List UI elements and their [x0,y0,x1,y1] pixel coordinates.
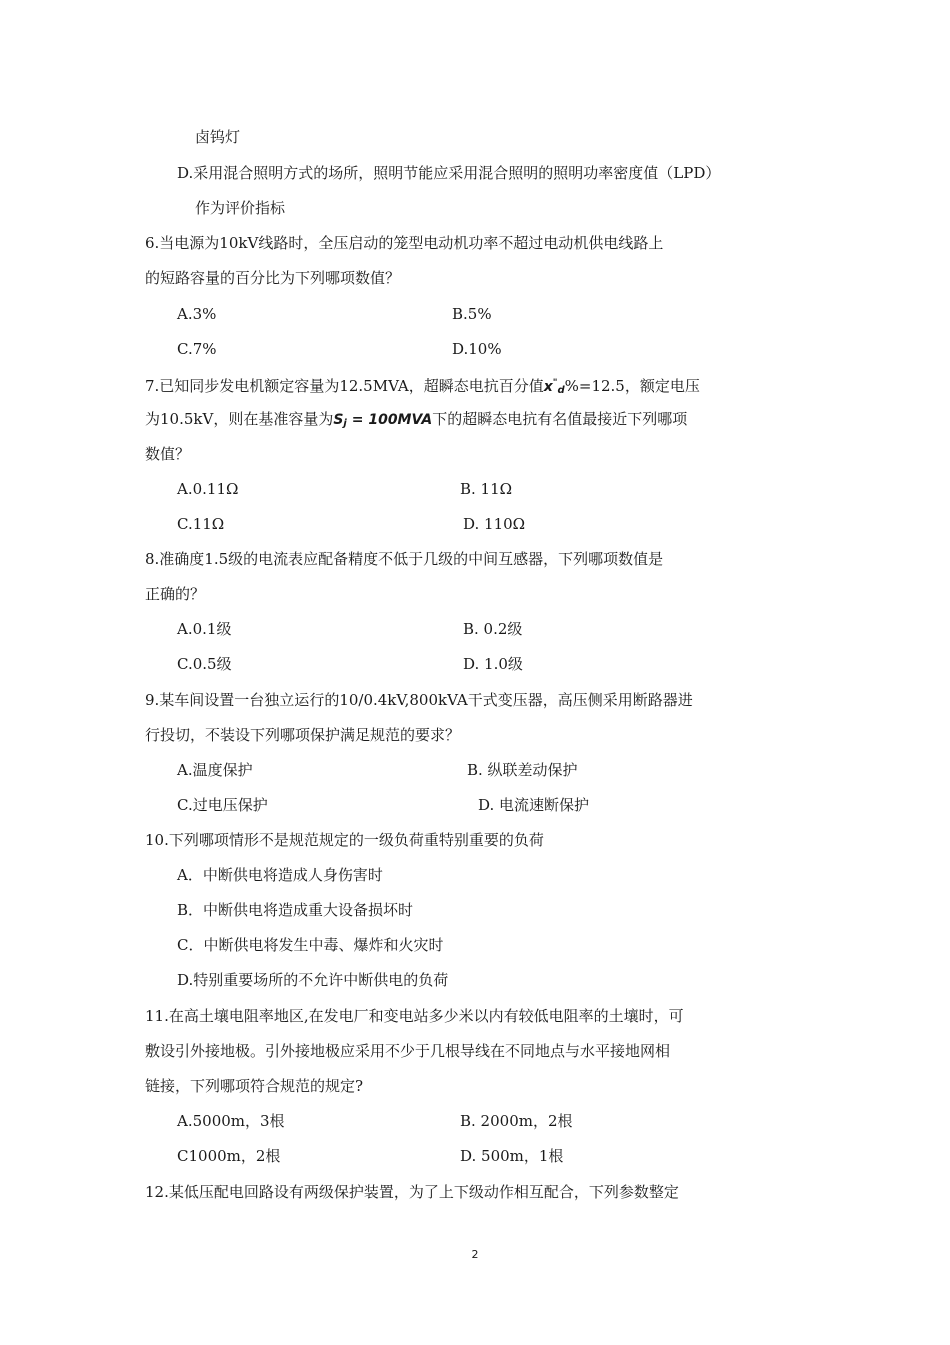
option-a-q10: A．中断供电将造成人身伤害时 [177,866,383,884]
option-a-q11: A.5000m，3根 [177,1112,285,1130]
question-11-end: 链接，下列哪项符合规范的规定? [145,1077,364,1095]
s-symbol: S [333,412,344,428]
option-c-q10: C．中断供电将发生中毒、爆炸和火灾时 [177,936,444,954]
q7-text-post: %=12.5，额定电压 [564,377,700,395]
question-11: 11.在高土壤电阻率地区,在发电厂和变电站多少米以内有较低电阻率的土壤时，可 [145,1007,684,1025]
option-b-q11: B. 2000m，2根 [460,1112,573,1130]
base-capacity-formula [333,412,432,428]
option-c-q6: C.7% [177,340,217,358]
option-d-q7: D. 110Ω [463,515,526,533]
s-subscript: j [343,418,347,429]
option-d-q8: D. 1.0级 [463,655,523,673]
s-value: = 100MVA [346,412,433,428]
question-7 [145,373,700,401]
question-12: 12.某低压配电回路设有两级保护装置，为了上下级动作相互配合，下列参数整定 [145,1183,679,1201]
question-10: 10.下列哪项情形不是规范规定的一级负荷重特别重要的负荷 [145,831,544,849]
question-7-end: 数值？ [145,445,191,463]
q7-text-pre: 7.已知同步发电机额定容量为12.5MVA，超瞬态电抗百分值 [145,377,544,395]
option-d-q11: D. 500m，1根 [460,1147,564,1165]
option-b-q10: B．中断供电将造成重大设备损坏时 [177,901,414,919]
option-a-q7: A.0.11Ω [177,480,239,498]
option-d-q10: D.特别重要场所的不允许中断供电的负荷 [177,971,449,989]
option-d-q9: D. 电流速断保护 [478,796,590,814]
question-8: 8.准确度1.5级的电流表应配备精度不低于几级的中间互感器，下列哪项数值是 [145,550,664,568]
option-a-q8: A.0.1级 [177,620,232,638]
x-superscript: " [552,378,558,388]
x-subscript: d [557,385,565,396]
option-c-q8: C.0.5级 [177,655,232,673]
x-symbol: x [543,379,553,395]
text-line: 作为评价指标 [195,199,286,217]
option-a-q9: A.温度保护 [177,761,253,779]
q7b-text-pre: 为10.5kV，则在基准容量为 [145,410,334,428]
option-d-q6: D.10% [452,340,502,358]
question-9: 9.某车间设置一台独立运行的10/0.4kV,800kVA干式变压器，高压侧采用断路器进 [145,691,693,709]
question-9-cont: 行投切，不装设下列哪项保护满足规范的要求？ [145,726,461,744]
option-c-q7: C.11Ω [177,515,225,533]
page-number: 2 [471,1248,479,1261]
question-6-cont: 的短路容量的百分比为下列哪项数值？ [145,269,401,287]
option-b-q8: B. 0.2级 [463,620,523,638]
text-line: 卤钨灯 [195,128,241,146]
option-c-q9: C.过电压保护 [177,796,268,814]
option-b-q9: B. 纵联差动保护 [467,761,578,779]
option-a-q6: A.3% [177,305,217,323]
option-d-q5: D.采用混合照明方式的场所，照明节能应采用混合照明的照明功率密度值（LPD） [177,164,721,182]
option-b-q7: B. 11Ω [460,480,513,498]
reactance-symbol [544,379,565,395]
question-7-cont [145,409,687,434]
option-c-q11: C1000m，2根 [177,1147,281,1165]
option-b-q6: B.5% [452,305,492,323]
q7b-text-post: 下的超瞬态电抗有名值最接近下列哪项 [432,410,688,428]
question-8-cont: 正确的？ [145,585,206,603]
question-6: 6.当电源为10kV线路时，全压启动的笼型电动机功率不超过电动机供电线路上 [145,234,664,252]
question-11-cont: 敷设引外接地极。引外接地极应采用不少于几根导线在不同地点与水平接地网相 [145,1042,671,1060]
